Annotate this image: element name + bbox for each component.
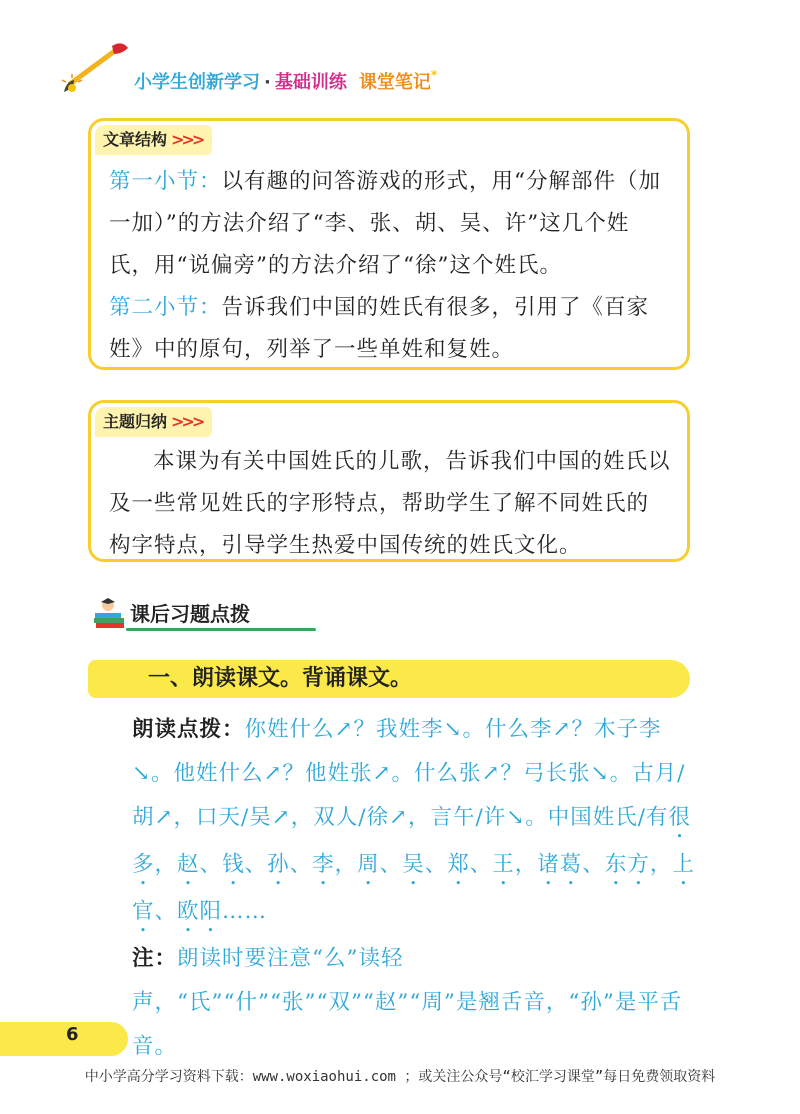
reading-guidance <box>88 708 696 1069</box>
emphasized-word: 王 <box>492 852 515 877</box>
reading-segment: 、 <box>289 852 313 877</box>
reading-segment: 、 <box>244 852 268 877</box>
theme-tag-label: 主题归纳 <box>103 412 168 431</box>
brush-logo-icon <box>56 40 136 96</box>
footer-note: 中小学高分学习资料下载：www.woxiaohui.com ；或关注公众号“校汇学习课堂”每日免费领取资料 <box>84 1069 716 1085</box>
emphasized-word: 郑 <box>447 852 470 877</box>
theme-text: 本课为有关中国姓氏的儿歌，告诉我们中国的姓氏以及一些常见姓氏的字形特点，帮助学生了解不同姓氏的构字特点，引导学生热爱中国传统的姓氏文化。 <box>109 449 671 558</box>
series-title <box>134 68 437 94</box>
emphasized-word: 周 <box>357 852 380 877</box>
theme-box <box>88 400 690 562</box>
section-title: 课后习题点拨 <box>130 602 250 626</box>
series-star: * <box>430 68 438 82</box>
reading-segment: 、 <box>199 852 223 877</box>
series-part2: 基础训练 <box>274 72 347 93</box>
series-separator: · <box>264 72 271 93</box>
emphasized-word: 很多 <box>132 805 692 877</box>
emphasized-word: 钱 <box>222 852 245 877</box>
emphasized-word: 李 <box>312 852 335 877</box>
emphasized-word: 孙 <box>267 852 290 877</box>
note-paragraph <box>88 937 696 1069</box>
emphasized-word: 吴 <box>402 852 425 877</box>
paragraph1-label: 第一小节： <box>109 169 222 194</box>
structure-text <box>109 161 671 371</box>
emphasized-word: 赵 <box>177 852 200 877</box>
exercise-heading-bar <box>88 660 690 698</box>
emphasized-word: 上官 <box>132 852 695 924</box>
paragraph1-text: 以有趣的问答游戏的形式，用“分解部件（加一加）”的方法介绍了“李、张、胡、吴、许”这几个姓氏，用“说偏旁”的方法介绍了“徐”这个姓氏。 <box>109 169 662 278</box>
series-part1: 小学生创新学习 <box>134 72 260 93</box>
paragraph2-text: 告诉我们中国的姓氏有很多，引用了《百家姓》中的原句，列举了一些单姓和复姓。 <box>109 295 650 362</box>
page-number-tab <box>0 1022 128 1056</box>
emphasized-word: 欧阳 <box>177 899 223 924</box>
theme-tag <box>95 407 212 437</box>
page-number: 6 <box>66 1024 79 1045</box>
books-student-icon <box>92 596 126 630</box>
emphasized-word: 东方 <box>604 852 650 877</box>
structure-tag <box>95 125 212 155</box>
reading-segment: 、 <box>469 852 493 877</box>
reading-segment: 、 <box>582 852 605 877</box>
reading-segment: …… <box>222 899 268 924</box>
reading-segment: ， <box>649 852 673 877</box>
reading-paragraph <box>88 708 696 937</box>
reading-segment: 、 <box>379 852 403 877</box>
reading-segment: ， <box>334 852 358 877</box>
emphasized-word: 诸葛 <box>537 852 583 877</box>
section-heading <box>92 592 312 632</box>
structure-tag-label: 文章结构 <box>103 130 168 149</box>
structure-box <box>88 118 690 370</box>
reading-segment: 你姓什么↗？我姓李↘。什么李↗？木子李↘。他姓什么↗？他姓张↗。什么张↗？弓长张↘。古月/胡↗，口天/吴↗，双人/徐↗，言午/许↘。中国姓氏/有 <box>132 717 686 830</box>
note-text: 朗读时要注意“么”读轻声，“氏”“什”“张”“双”“赵”“周”是翘舌音，“孙”是平舌音。 <box>132 946 683 1059</box>
arrows-icon: >>> <box>171 130 203 149</box>
exercise-title: 一、朗读课文。背诵课文。 <box>148 666 413 691</box>
reading-segment: ， <box>514 852 538 877</box>
arrows-icon: >>> <box>171 412 203 431</box>
reading-segment: 、 <box>154 899 178 924</box>
section-underline <box>126 628 316 631</box>
reading-label: 朗读点拨： <box>132 717 245 742</box>
paragraph2-label: 第二小节： <box>109 295 222 320</box>
series-part3: 课堂笔记 <box>358 72 431 93</box>
reading-segment: ， <box>154 852 178 877</box>
note-label: 注： <box>132 946 178 971</box>
reading-segment: 、 <box>424 852 448 877</box>
reading-text <box>132 717 695 924</box>
series-header <box>56 40 456 100</box>
